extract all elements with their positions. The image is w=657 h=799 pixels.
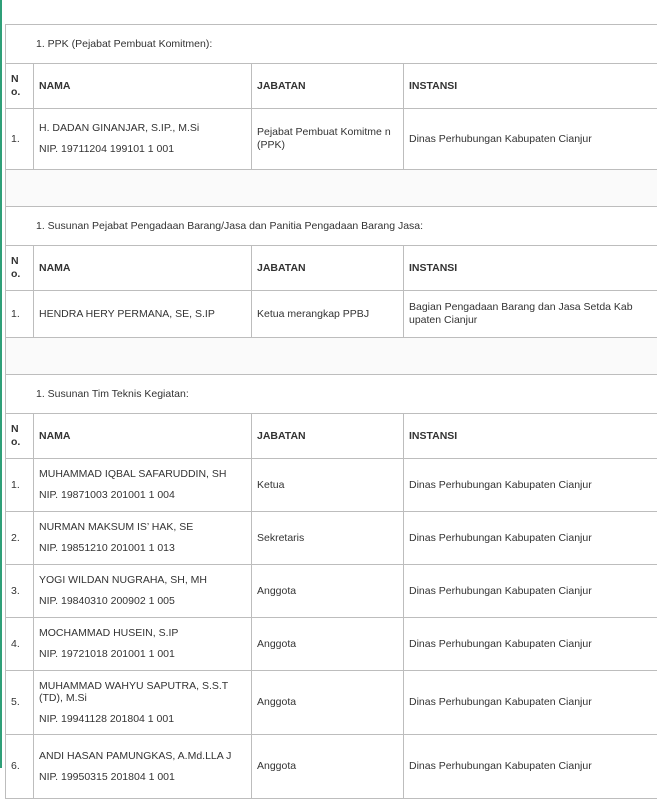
- position-cell: Anggota: [252, 735, 404, 799]
- header-nama: NAMA: [34, 246, 252, 291]
- name-cell: [34, 512, 252, 565]
- person-name: MUHAMMAD WAHYU SAPUTRA, S.S.T (TD), M.Si: [39, 680, 228, 705]
- header-nama: NAMA: [34, 414, 252, 459]
- name-cell: [34, 109, 252, 170]
- table-row: [6, 565, 657, 618]
- section-spacer: [6, 170, 657, 207]
- agency-cell: Dinas Perhubungan Kabupaten Cianjur: [404, 671, 657, 735]
- personnel-table: [5, 24, 657, 799]
- person-nip: NIP. 19941128 201804 1 001: [39, 713, 246, 726]
- table-row: [6, 109, 657, 170]
- header-instansi: INSTANSI: [404, 64, 657, 109]
- position-cell: Anggota: [252, 671, 404, 735]
- person-nip: NIP. 19840310 200902 1 005: [39, 595, 246, 608]
- row-number: 3.: [6, 565, 34, 618]
- table-row: [6, 459, 657, 512]
- row-number: 1.: [6, 109, 34, 170]
- agency-cell: Dinas Perhubungan Kabupaten Cianjur: [404, 735, 657, 799]
- header-no: N o.: [6, 246, 34, 291]
- person-name: NURMAN MAKSUM IS’ HAK, SE: [39, 521, 193, 533]
- row-number: 2.: [6, 512, 34, 565]
- person-name: H. DADAN GINANJAR, S.IP., M.Si: [39, 122, 199, 134]
- section-spacer: [6, 338, 657, 375]
- person-name: YOGI WILDAN NUGRAHA, SH, MH: [39, 574, 207, 586]
- header-no: N o.: [6, 64, 34, 109]
- table-header: [6, 414, 657, 459]
- person-nip: NIP. 19711204 199101 1 001: [39, 143, 246, 156]
- person-nip: NIP. 19871003 201001 1 004: [39, 489, 246, 502]
- name-cell: [34, 459, 252, 512]
- position-cell: Anggota: [252, 618, 404, 671]
- position-cell: Ketua: [252, 459, 404, 512]
- position-cell: Pejabat Pembuat Komitme n (PPK): [252, 109, 404, 170]
- header-instansi: INSTANSI: [404, 246, 657, 291]
- row-number: 1.: [6, 459, 34, 512]
- row-number: 6.: [6, 735, 34, 799]
- agency-cell: Dinas Perhubungan Kabupaten Cianjur: [404, 512, 657, 565]
- name-cell: [34, 735, 252, 799]
- table-row: [6, 735, 657, 799]
- top-spacer: [5, 0, 657, 24]
- header-jabatan: JABATAN: [252, 414, 404, 459]
- agency-cell: Dinas Perhubungan Kabupaten Cianjur: [404, 109, 657, 170]
- person-name: ANDI HASAN PAMUNGKAS, A.Md.LLA J: [39, 750, 231, 762]
- row-number: 1.: [6, 291, 34, 338]
- header-jabatan: JABATAN: [252, 64, 404, 109]
- position-cell: Anggota: [252, 565, 404, 618]
- agency-cell: Bagian Pengadaan Barang dan Jasa Setda Kab upaten Cianjur: [404, 291, 657, 338]
- person-name: HENDRA HERY PERMANA, SE, S.IP: [34, 291, 252, 338]
- agency-cell: Dinas Perhubungan Kabupaten Cianjur: [404, 565, 657, 618]
- header-jabatan: JABATAN: [252, 246, 404, 291]
- position-cell: Sekretaris: [252, 512, 404, 565]
- table-header: [6, 246, 657, 291]
- row-number: 5.: [6, 671, 34, 735]
- name-cell: [34, 618, 252, 671]
- person-name: MOCHAMMAD HUSEIN, S.IP: [39, 627, 178, 639]
- agency-cell: Dinas Perhubungan Kabupaten Cianjur: [404, 618, 657, 671]
- name-cell: [34, 671, 252, 735]
- row-number: 4.: [6, 618, 34, 671]
- person-nip: NIP. 19851210 201001 1 013: [39, 542, 246, 555]
- name-cell: [34, 565, 252, 618]
- table-row: [6, 618, 657, 671]
- section-title-procurement: 1. Susunan Pejabat Pengadaan Barang/Jasa dan Panitia Pengadaan Barang Jasa:: [6, 207, 657, 246]
- section-title-technical-team: 1. Susunan Tim Teknis Kegiatan:: [6, 375, 657, 414]
- person-nip: NIP. 19950315 201804 1 001: [39, 771, 246, 784]
- table-row: [6, 671, 657, 735]
- person-nip: NIP. 19721018 201001 1 001: [39, 648, 246, 661]
- table-row: [6, 512, 657, 565]
- agency-cell: Dinas Perhubungan Kabupaten Cianjur: [404, 459, 657, 512]
- position-cell: Ketua merangkap PPBJ: [252, 291, 404, 338]
- section-title-ppk: 1. PPK (Pejabat Pembuat Komitmen):: [6, 25, 657, 64]
- table-header: [6, 64, 657, 109]
- header-no: N o.: [6, 414, 34, 459]
- header-nama: NAMA: [34, 64, 252, 109]
- person-name: MUHAMMAD IQBAL SAFARUDDIN, SH: [39, 468, 226, 480]
- table-row: [6, 291, 657, 338]
- header-instansi: INSTANSI: [404, 414, 657, 459]
